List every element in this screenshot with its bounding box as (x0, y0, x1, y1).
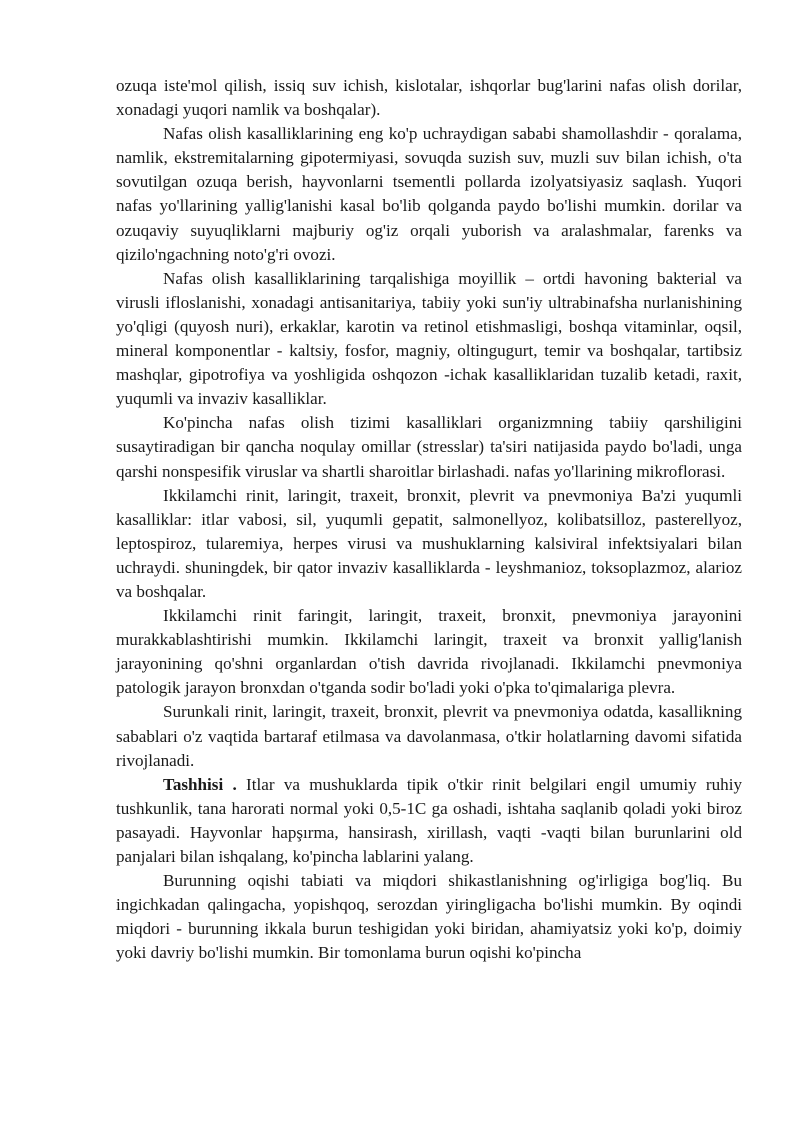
paragraph-9: Burunning oqishi tabiati va miqdori shikastlanishning og'irligiga bog'liq. Bu ingichkadan qalingacha, yopishqoq, serozdan yiringligacha bo'lishi mumkin. By oqindi miqdori - burunning ikkala burun teshigidan yoki biridan, ahamiyatsiz yoki ko'p, doimiy yoki davriy bo'lishi mumkin. Bir tomonlama burun oqishi ko'pincha (116, 871, 742, 963)
diagnosis-text: Itlar va mushuklarda tipik o'tkir rinit belgilari engil umumiy ruhiy tushkunlik, tana harorati normal yoki 0,5-1C ga oshadi, ishtaha saqlanib qoladi yoki biroz pasayadi. Hayvonlar hapşırma, hansirash, xirillash, vaqti -vaqti bilan burunlarini old panjalari bilan ishqalang, ko'pincha lablarini yalang. (116, 774, 742, 866)
paragraph-1: ozuqa iste'mol qilish, issiq suv ichish, kislotalar, ishqorlar bug'larini nafas olish dorilar, xonadagi yuqori namlik va boshqalar). (116, 76, 742, 120)
paragraph-4: Ko'pincha nafas olish tizimi kasalliklari organizmning tabiiy qarshiligini susaytiradigan bir qancha noqulay omillar (stresslar) ta'siri natijasida paydo bo'ladi, unga qarshi nonspesifik viruslar va shartli sharoitlar birlashadi. nafas yo'llarining mikroflorasi. (116, 413, 742, 481)
paragraph-7: Surunkali rinit, laringit, traxeit, bronxit, plevrit va pnevmoniya odatda, kasallikning sabablari o'z vaqtida bartaraf etilmasa va davolanmasa, o'tkir holatlarning davomi sifatida rivojlanadi. (116, 702, 742, 770)
paragraph-2: Nafas olish kasalliklarining eng ko'p uchraydigan sababi shamollashdir - qoralama, namlik, ekstremitalarning gipotermiyasi, sovuqda suzish suv, muzli suv bilan ichish, o'ta sovutilgan ozuqa berish, hayvonlarni tsementli pollarda izolyatsiyasiz saqlash. Yuqori nafas yo'llarining yallig'lanishi kasal bo'lib qolganda paydo bo'lishi mumkin. dorilar va ozuqaviy suyuqliklarni majburiy og'iz orqali yuborish va aralashmalar, farenks va qizilo'ngachning noto'g'ri ovozi. (116, 124, 742, 264)
paragraph-5: Ikkilamchi rinit, laringit, traxeit, bronxit, plevrit va pnevmoniya Ba'zi yuqumli kasalliklar: itlar vabosi, sil, yuqumli gepatit, salmonellyoz, kolibatsilloz, pasterellyoz, leptospiroz, tularemiya, herpes virusi va mushuklarning kalsiviral infektsiyalari bilan uchraydi. shuningdek, bir qator invaziv kasalliklarda - leyshmanioz, toksoplazmoz, alarioz va boshqalar. (116, 485, 742, 601)
document-page (116, 74, 742, 965)
paragraph-6: Ikkilamchi rinit faringit, laringit, traxeit, bronxit, pnevmoniya jarayonini murakkablashtirishi mumkin. Ikkilamchi laringit, traxeit va bronxit yallig'lanish jarayonining qo'shni organlardan o'tish davrida rivojlanadi. Ikkilamchi pnevmoniya patologik jarayon bronxdan o'tganda sodir bo'ladi yoki o'pka to'qimalariga plevra. (116, 606, 742, 698)
diagnosis-heading: Tashhisi . (163, 774, 237, 794)
paragraph-8 (116, 773, 742, 869)
paragraph-3: Nafas olish kasalliklarining tarqalishiga moyillik – ortdi havoning bakterial va virusli ifloslanishi, xonadagi antisanitariya, tabiiy yoki sun'iy ultrabinafsha nurlanishining yo'qligi (quyosh nuri), erkaklar, karotin va retinol etishmasligi, boshqa vitaminlar, oqsil, mineral komponentlar - kaltsiy, fosfor, magniy, oltingugurt, temir va boshqalar, tartibsiz mashqlar, gipotrofiya va yoshligida oshqozon -ichak kasalliklaridan tuzalib ketadi, raxit, yuqumli va invaziv kasalliklar. (116, 268, 742, 409)
